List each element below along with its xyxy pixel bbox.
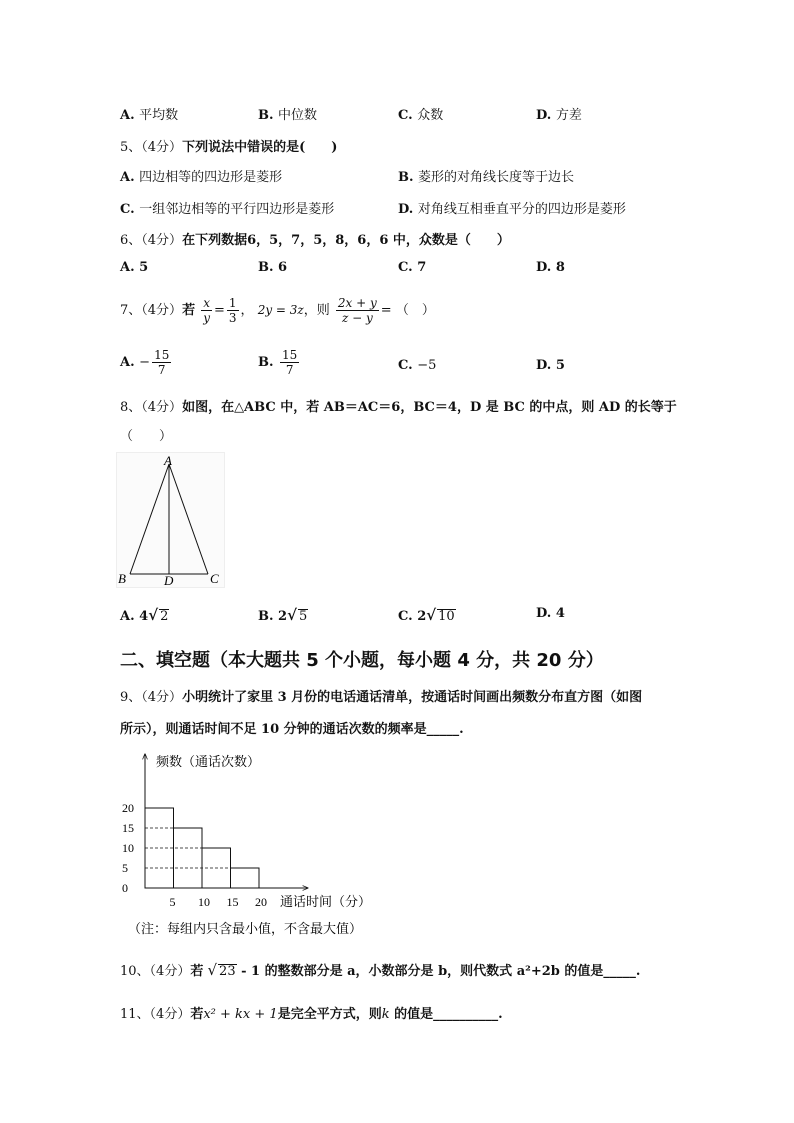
option-letter: B. (258, 355, 274, 370)
option-letter: D. (398, 202, 414, 217)
q4-option-c (398, 104, 443, 123)
option-sign: − (139, 355, 151, 370)
comma: ， (240, 303, 254, 318)
x-tick-label: 20 (255, 895, 267, 909)
question-text: （ ） (120, 429, 173, 444)
option-text: 四边相等的四边形是菱形 (139, 170, 283, 185)
question-9-stem-line2: 所示），则通话时间不足 10 分钟的通话次数的频率是_____. (120, 722, 464, 737)
option-letter: C. (398, 609, 413, 624)
question-score: （4分） (141, 690, 183, 705)
question-text: 若 (190, 964, 204, 979)
y-axis-label: 频数（通话次数） (156, 754, 261, 769)
radical-sign-icon: √ (426, 606, 437, 624)
q8-option-d (536, 606, 565, 621)
option-text: 一组邻边相等的平行四边形是菱形 (139, 202, 335, 217)
option-letter: A. (120, 108, 135, 123)
option-letter: A. (120, 609, 135, 624)
option-letter: B. (398, 170, 414, 185)
denominator: 3 (228, 311, 237, 325)
question-text-tail: 的值是__________. (389, 1007, 503, 1022)
option-coefficient: 4 (555, 606, 565, 621)
option-coefficient: 2 (417, 609, 427, 624)
question-text: 在下列数据6，5，7，5，8，6，6 中，众数是（ ） (182, 233, 510, 248)
condition-2y-3z: 2y = 3z (257, 303, 304, 317)
q6-option-b (258, 260, 287, 275)
option-letter: C. (398, 108, 413, 123)
numerator: x (203, 296, 210, 310)
denominator: y (203, 311, 210, 325)
option-text: 菱形的对角线长度等于边长 (418, 170, 575, 185)
section-2-heading: 二、填空题（本大题共 5 个小题，每小题 4 分，共 20 分） (120, 650, 604, 671)
question-6-stem (120, 229, 510, 248)
histogram-bar (231, 868, 260, 888)
question-tail: = （ ） (380, 303, 435, 318)
x-tick-label: 5 (169, 895, 176, 909)
option-letter: B. (258, 609, 274, 624)
then-text: ，则 (303, 303, 330, 318)
option-text: 平均数 (139, 108, 179, 123)
question-text-mid: 是完全平方式，则 (277, 1007, 382, 1022)
fraction-expression (336, 296, 379, 325)
option-letter: C. (398, 358, 413, 373)
option-radicand: 2 (160, 609, 169, 624)
question-score: （4分） (141, 400, 183, 415)
x-tick-label: 10 (198, 895, 210, 909)
radical-sign-icon: √ (207, 961, 218, 979)
radical-sign-icon: √ (148, 606, 159, 624)
option-text: 6 (278, 260, 288, 275)
histogram-chart (118, 748, 398, 944)
question-score: （4分） (149, 1007, 191, 1022)
y-tick-label: 10 (122, 841, 134, 855)
denominator: z − y (341, 311, 373, 325)
question-7-stem (120, 296, 435, 325)
option-text: 8 (555, 260, 565, 275)
q7-option-a (120, 348, 173, 377)
question-score: （4分） (141, 303, 183, 318)
option-letter: D. (536, 108, 552, 123)
option-coefficient: 2 (278, 609, 288, 624)
question-score: （4分） (141, 233, 183, 248)
question-score: （4分） (141, 140, 183, 155)
question-number: 6、 (120, 233, 142, 248)
option-radicand: 10 (438, 609, 455, 624)
option-text: 5 (139, 260, 149, 275)
radical-sign-icon: √ (287, 606, 297, 624)
q5-option-d (398, 198, 626, 217)
radicand: 23 (219, 964, 236, 979)
option-text: 中位数 (278, 108, 318, 123)
option-letter: A. (120, 260, 135, 275)
question-10-stem (120, 960, 640, 979)
numerator: 15 (282, 348, 298, 362)
option-text: −5 (417, 358, 437, 373)
option-text: 方差 (555, 108, 582, 123)
option-coefficient: 4 (139, 609, 149, 624)
question-number: 7、 (120, 303, 142, 318)
polynomial-expression: x² + kx + 1 (203, 1007, 278, 1022)
y-tick-label: 0 (122, 881, 128, 895)
question-text-rest: - 1 的整数部分是 a，小数部分是 b，则代数式 a²+2b 的值是_____. (236, 964, 641, 979)
denominator: 7 (285, 363, 294, 377)
option-letter: A. (120, 170, 135, 185)
equals-sign: = (214, 303, 225, 318)
question-8-stem (120, 396, 677, 415)
option-letter: D. (536, 606, 552, 621)
q4-option-d (536, 104, 582, 123)
y-tick-label: 15 (122, 821, 134, 835)
variable-k: k (381, 1007, 390, 1022)
option-letter: C. (398, 260, 413, 275)
vertex-label-d: D (164, 573, 174, 588)
fraction-one-third (227, 296, 239, 325)
x-tick-label: 15 (226, 895, 239, 909)
question-text: 小明统计了家里 3 月份的电话通话清单，按通话时间画出频数分布直方图（如图 (182, 690, 643, 705)
option-letter: C. (120, 202, 135, 217)
q5-option-c (120, 198, 334, 217)
fraction-x-over-y (201, 296, 212, 325)
option-letter: D. (536, 260, 552, 275)
histogram-bar (174, 828, 203, 888)
q8-option-c (398, 606, 456, 624)
q7-option-c (398, 358, 436, 373)
question-5-stem (120, 136, 337, 155)
option-text: 5 (555, 358, 565, 373)
question-number: 10、 (120, 964, 150, 979)
option-letter: D. (536, 358, 552, 373)
y-tick-label: 5 (122, 861, 128, 875)
q6-option-c (398, 260, 426, 275)
option-fraction (280, 348, 299, 377)
question-11-stem (120, 1003, 503, 1022)
question-text: 下列说法中错误的是( ) (182, 140, 338, 155)
vertex-label-a: A (164, 453, 172, 468)
question-number: 5、 (120, 140, 142, 155)
chart-note: （注：每组内只含最小值，不含最大值） (128, 921, 363, 936)
option-text: 对角线互相垂直平分的四边形是菱形 (417, 202, 626, 217)
question-text: 若 (190, 1007, 204, 1022)
question-number: 8、 (120, 400, 142, 415)
q7-option-d (536, 358, 565, 373)
option-text: 众数 (417, 108, 444, 123)
vertex-label-c: C (210, 571, 219, 586)
option-fraction (152, 348, 171, 377)
option-letter: B. (258, 108, 274, 123)
option-letter: A. (120, 355, 135, 370)
question-8-stem-line2 (120, 425, 172, 444)
option-radicand: 5 (298, 609, 308, 624)
q4-option-a (120, 104, 178, 123)
vertex-label-b: B (118, 571, 126, 586)
option-text: 7 (417, 260, 427, 275)
numerator: 2x + y (337, 296, 377, 310)
q8-option-b (258, 606, 308, 624)
question-9-stem (120, 686, 642, 705)
numerator: 1 (228, 296, 237, 310)
x-axis-label: 通话时间（分） (280, 894, 372, 909)
question-text: 如图，在△ABC 中，若 AB＝AC＝6，BC＝4，D 是 BC 的中点，则 AD 的长等于 (182, 400, 677, 415)
y-tick-label: 20 (122, 801, 134, 815)
triangle-figure (116, 452, 226, 590)
q4-option-b (258, 104, 317, 123)
q5-option-a (120, 166, 282, 185)
q8-option-a (120, 606, 169, 624)
q7-option-b (258, 348, 301, 377)
numerator: 15 (154, 348, 170, 362)
q6-option-d (536, 260, 565, 275)
denominator: 7 (157, 363, 166, 377)
question-score: （4分） (149, 964, 191, 979)
question-text: 若 (182, 303, 196, 318)
option-letter: B. (258, 260, 274, 275)
question-number: 9、 (120, 690, 142, 705)
q6-option-a (120, 260, 148, 275)
question-number: 11、 (120, 1007, 150, 1022)
histogram-bar (145, 808, 174, 888)
q5-option-b (398, 166, 574, 185)
